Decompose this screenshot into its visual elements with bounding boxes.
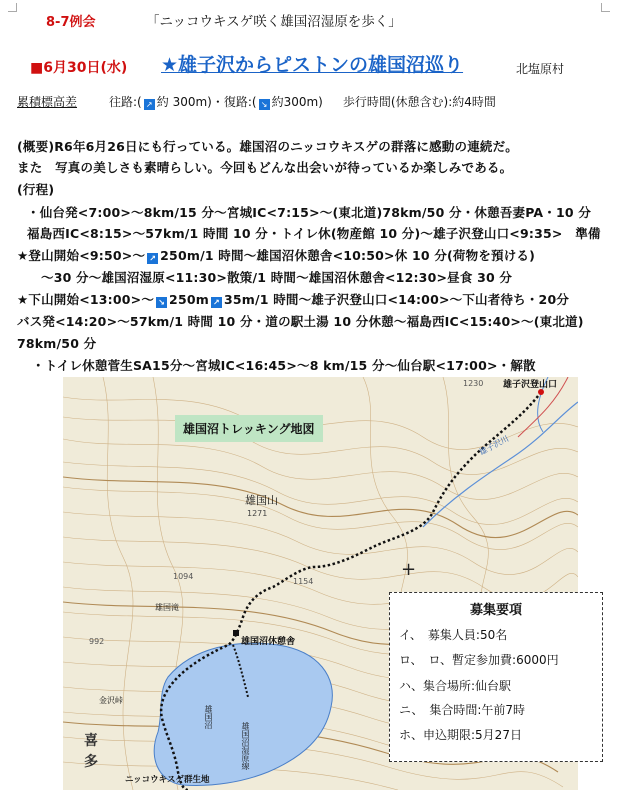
up-arrow-icon: ↗ (211, 297, 222, 308)
crosshair-icon: + (401, 559, 417, 580)
elevation-summary (17, 93, 496, 110)
itinerary-line-4: ～30 分～雄国沼湿原<11:30>散策/1 時間～雄国沼休憩舎<12:30>昼食 30 分 (41, 270, 513, 285)
trailhead-label: 雄子沢登山口 (503, 380, 558, 390)
return-prefix: ・復路:( (211, 95, 257, 109)
recruit-item-1: イ、 募集人員:50名 (399, 628, 508, 642)
elevation-label: 累積標高差 (17, 95, 78, 109)
event-number: 8-7例会 (46, 15, 96, 30)
itinerary-line-2: 福島西IC<8:15>～57km/1 時間 10 分・トイレ休(物産館 10 分)～雄子沢登山口<9:35> 準備 (27, 226, 601, 241)
itinerary-line-8: ・トイレ休憩菅生SA15分～宮城IC<16:45>～8 km/15 分～仙台駅<17:00>・解散 (32, 358, 536, 373)
elev-label-c: 1094 (173, 572, 194, 581)
peak-elevation: 1271 (247, 509, 268, 518)
descent-start: ★下山開始<13:00>～ (17, 292, 155, 307)
overview-line-2: また 写真の美しさも素晴らしい。今回もどんな出会いが待っているか楽しみである。 (17, 160, 513, 175)
return-value: 約300m) (271, 95, 323, 109)
itinerary-line-3 (17, 246, 535, 264)
down-arrow-icon: ↘ (156, 297, 167, 308)
overview-line-1: (概要)R6年6月26日にも行っている。雄国沼のニッコウキスゲの群落に感動の連続だ。 (17, 139, 518, 154)
itinerary-line-7: 78km/50 分 (17, 336, 97, 351)
recruit-title: 募集要項 (469, 603, 522, 618)
itinerary-line-5 (17, 290, 569, 308)
descent-down: 250m (169, 292, 209, 307)
shelter-marker (233, 630, 239, 636)
wetland-label: 雄国沼湿原線 (241, 722, 250, 770)
shelter-label: 雄国沼休憩舎 (241, 637, 296, 647)
pond-label: 雄国沼 (204, 705, 213, 729)
main-title: ★雄子沢からピストンの雄国沼巡り (161, 54, 464, 76)
event-title: 「ニッコウキスゲ咲く雄国沼湿原を歩く」 (146, 14, 402, 30)
climb-detail: 250m/1 時間～雄国沼休憩舎<10:50>休 10 分(荷物を預ける) (160, 248, 536, 263)
itinerary-label: (行程) (17, 182, 55, 197)
river-label: 雄子沢川 (477, 434, 511, 457)
recruit-item-4: ニ、 集合時間:午前7時 (399, 703, 526, 717)
outbound-value: 約 300m) (156, 95, 212, 109)
kita-label: 喜 (84, 733, 98, 749)
ta-label: 多 (84, 754, 98, 770)
elev-label-d: 992 (89, 637, 105, 646)
walk-time: 歩行時間(休憩含む):約4時間 (342, 95, 496, 109)
itinerary-line-1: ・仙台発<7:00>～8km/15 分～宮城IC<7:15>～(東北道)78km/50 分・休憩吾妻PA・10 分 (27, 205, 592, 220)
recruit-info-box (389, 592, 603, 762)
climb-start: ★登山開始<9:50>～ (17, 248, 146, 263)
elev-label-b: 1154 (293, 577, 314, 586)
up-arrow-icon: ↗ (147, 253, 158, 264)
up-arrow-icon: ↗ (144, 99, 155, 110)
elev-label-a: 1230 (463, 379, 484, 388)
itinerary-line-6: バス発<14:20>～57km/1 時間 10 分・道の駅土湯 10 分休憩～福島西IC<15:40>～(東北道) (17, 314, 584, 329)
down-arrow-icon: ↘ (259, 99, 270, 110)
map-title: 雄国沼トレッキング地図 (175, 415, 323, 442)
corner-mark-tr (601, 3, 610, 12)
waterfall-label: 雄国滝 (155, 603, 179, 612)
recruit-item-5: ホ、申込期限:5月27日 (399, 728, 522, 742)
mountain-label: 雄国山 (245, 494, 278, 507)
village-name: 北塩原村 (516, 62, 565, 76)
kanazawa-label: 金沢峠 (99, 696, 123, 705)
event-date: ■6月30日(水) (30, 60, 128, 76)
recruit-item-2: ロ、 ロ、暫定参加費:6000円 (399, 653, 559, 667)
outbound-prefix: 往路:( (109, 95, 142, 109)
corner-mark-tl (8, 3, 17, 12)
recruit-item-3: ハ、集合場所:仙台駅 (399, 679, 512, 693)
descent-detail: 35m/1 時間～雄子沢登山口<14:00>～下山者待ち・20分 (223, 292, 570, 307)
flower-field-label: ニッコウキスゲ群生地 (125, 775, 210, 785)
